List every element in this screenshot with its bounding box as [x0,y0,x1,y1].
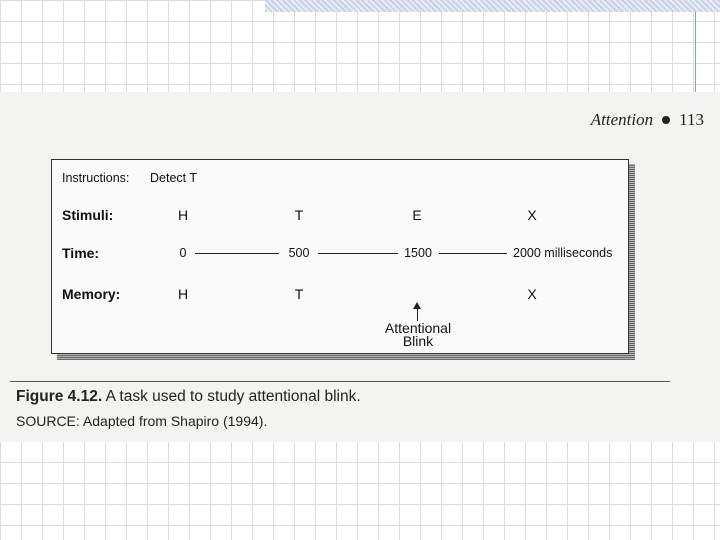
memory-label: Memory: [62,286,121,302]
time-item: 500 [288,246,310,260]
figure-number: Figure 4.12. [16,388,103,405]
stimuli-label: Stimuli: [62,207,114,223]
source-note: SOURCE: Adapted from Shapiro (1994). [16,413,268,429]
running-head-title: Attention [590,110,654,129]
running-head [591,110,704,130]
caption-rule [10,381,670,382]
blink-label-line: Blink [402,333,434,349]
page-number: 113 [679,110,704,129]
decorative-top-band [265,0,720,12]
bullet-icon [662,116,670,124]
arrow-head-icon [413,302,421,309]
decorative-vertical-line [695,12,696,94]
blink-label-line: Attentional [384,320,452,336]
caption-text: A task used to study attentional blink. [105,388,361,405]
time-label: Time: [62,245,100,261]
stimulus-item: H [177,207,189,223]
time-item: 1500 [404,246,432,260]
attentional-blink-label [385,322,451,348]
stimulus-item: T [294,207,304,223]
timeline-segment [439,253,507,254]
figure-caption [16,388,361,406]
time-item: 0 [179,246,187,260]
time-item: 2000 milliseconds [513,246,613,260]
memory-item: H [177,286,189,302]
figure-box [51,159,629,354]
timeline-segment [318,253,398,254]
instructions-label: Instructions: [62,171,130,185]
stimulus-item: E [412,207,422,223]
memory-item: T [294,286,304,302]
memory-item: X [527,286,537,302]
instructions-value: Detect T [150,171,198,185]
stimulus-item: X [527,207,537,223]
timeline-segment [195,253,279,254]
